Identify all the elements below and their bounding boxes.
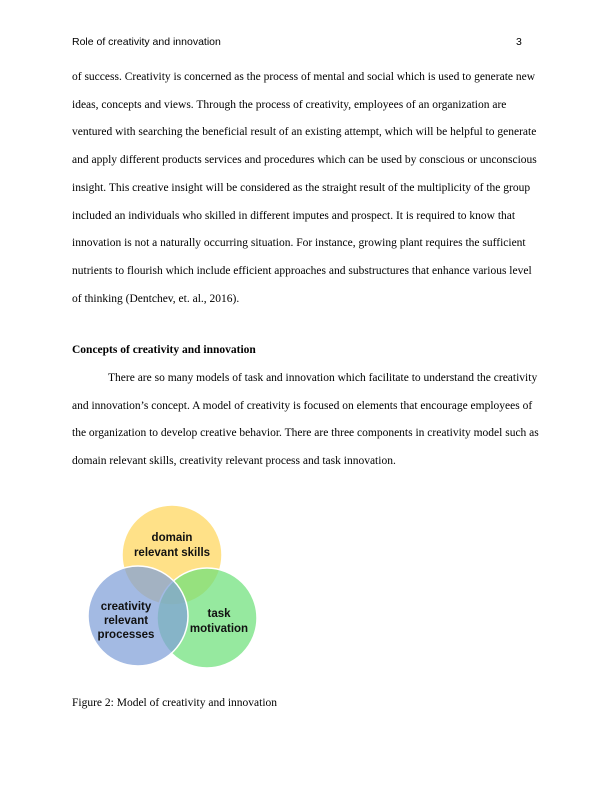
venn-label-domain-line-1: domain: [151, 532, 193, 544]
section-heading: Concepts of creativity and innovation: [72, 344, 256, 356]
running-header-title: Role of creativity and innovation: [72, 36, 221, 48]
venn-label-creativity-line-1: creativity: [100, 601, 152, 613]
venn-label-task-line-2: motivation: [189, 623, 249, 635]
figure-caption: Figure 2: Model of creativity and innovation: [72, 697, 278, 709]
body-paragraph-1: of success. Creativity is concerned as the process of mental and social which is used to generate new ideas, concepts and views. Through the process of creativity, employees of an organization are ventured with searching the beneficial result of an existing attempt, which will be helpful to generate and apply different products services and procedures which can be used by conscious or unconscious insight. This creative insight will be considered as the straight result of the multiplicity of the group included an individuals who skilled in different imputes and prospect. It is required to know that innovation is not a naturally occurring situation. For instance, growing plant requires the sufficient nutrients to flourish which include efficient approaches and substructures that enhance various level of thinking (Dentchev, et. al., 2016).: [72, 71, 537, 305]
venn-label-creativity-line-2: relevant: [103, 615, 149, 627]
body-paragraph-2: There are so many models of task and innovation which facilitate to understand the creativity and innovation’s concept. A model of creativity is focused on elements that encourage employees of the organization to develop creative behavior. There are three components in creativity model such as domain relevant skills, creativity relevant process and task innovation.: [72, 372, 539, 468]
venn-diagram: [82, 500, 264, 672]
venn-label-creativity-line-3: processes: [97, 629, 155, 641]
venn-label-task-line-1: task: [207, 608, 231, 620]
page-number: 3: [516, 36, 522, 48]
venn-label-domain-line-2: relevant skills: [133, 547, 211, 559]
